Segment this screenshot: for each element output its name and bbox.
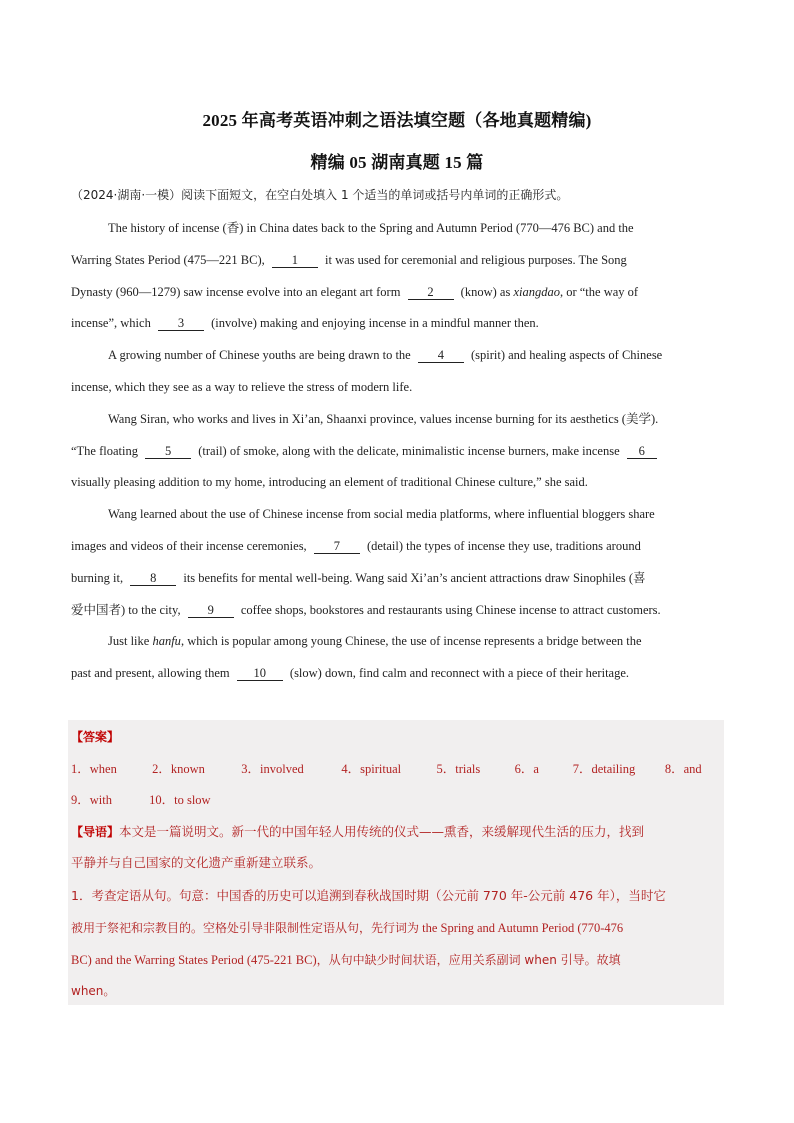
passage-line xyxy=(108,410,723,428)
passage-line xyxy=(71,378,723,396)
explanation-text: ，从句中缺少时间状语，应用关系副词 when 引导。故填 xyxy=(316,953,621,967)
passage-text: , which is popular among young Chinese, the use of incense represents a bridge between the xyxy=(180,634,642,648)
explanation-line: 1．考查定语从句。句意：中国香的历史可以追溯到春秋战国时期（公元前 770 年-公元前 476 年），当时它 xyxy=(71,888,666,903)
passage-text: it was used for ceremonial and religious purposes. The Song xyxy=(325,253,627,267)
answer-item: 7．detailing xyxy=(572,762,636,776)
blank-10[interactable]: 10 xyxy=(237,666,283,681)
blank-7[interactable]: 7 xyxy=(314,539,360,554)
passage-text: past and present, allowing them xyxy=(71,666,230,680)
passage-line xyxy=(108,219,723,237)
instruction-text: （2024·湖南·一模）阅读下面短文，在空白处填入 1 个适当的单词或括号内单词的正确形式。 xyxy=(71,188,569,202)
answer-label: 【答案】 xyxy=(71,730,120,744)
answer-item: 4．spiritual xyxy=(341,762,402,776)
blank-8[interactable]: 8 xyxy=(130,571,176,586)
guide-label: 【导语】 xyxy=(71,825,120,839)
explanation-line xyxy=(71,919,723,937)
guide-text: 平静并与自己国家的文化遗产重新建立联系。 xyxy=(71,855,322,870)
passage-text: Warring States Period (475—221 BC), xyxy=(71,253,265,267)
passage-text: 爱中国者) to the city, xyxy=(71,603,181,617)
document-title: 2025 年高考英语冲刺之语法填空题（各地真题精编) xyxy=(202,111,592,130)
blank-4[interactable]: 4 xyxy=(418,348,464,363)
passage-text: , or “the way of xyxy=(559,285,639,299)
passage-italic: xiangdao xyxy=(513,285,560,299)
answer-item: 9．with xyxy=(71,793,112,807)
passage-line xyxy=(71,251,723,269)
answer-row xyxy=(71,760,723,778)
explanation-text: 被用于祭祀和宗教目的。空格处引导非限制性定语从句，先行词为 xyxy=(71,921,420,935)
answer-item: 2．known xyxy=(152,762,205,776)
blank-9[interactable]: 9 xyxy=(188,603,234,618)
answer-label-row xyxy=(71,728,723,746)
passage-text: incense”, which xyxy=(71,316,151,330)
blank-5[interactable]: 5 xyxy=(145,444,191,459)
passage-text: (spirit) and healing aspects of Chinese xyxy=(470,348,663,362)
passage-line xyxy=(108,505,723,523)
guide-line xyxy=(71,823,723,841)
passage-italic: hanfu xyxy=(152,634,181,648)
passage-line xyxy=(108,632,723,650)
answer-item: 1．when xyxy=(71,762,117,776)
answer-item: 3．involved xyxy=(241,762,304,776)
passage-line xyxy=(71,314,723,332)
passage-text: incense, which they see as a way to relieve the stress of modern life. xyxy=(71,380,413,394)
passage-line xyxy=(108,346,723,364)
passage-text: visually pleasing addition to my home, introducing an element of traditional Chinese culture,” she said. xyxy=(71,475,588,489)
passage-line xyxy=(71,442,723,460)
passage-text: Just like xyxy=(108,634,150,648)
explanation-text: the Spring and Autumn Period (770-476 xyxy=(422,921,624,935)
explanation-line xyxy=(71,982,723,1000)
explanation-text: BC) and the Warring States Period (475-221 BC) xyxy=(71,953,317,967)
blank-6[interactable]: 6 xyxy=(627,444,657,459)
passage-text: The history of incense (香) in China dates back to the Spring and Autumn Period (770—476 BC) and the xyxy=(108,221,634,235)
passage-text: Dynasty (960—1279) saw incense evolve into an elegant art form xyxy=(71,285,401,299)
passage-text: burning it, xyxy=(71,571,124,585)
passage-line xyxy=(71,537,723,555)
answer-item: 10．to slow xyxy=(149,793,211,807)
passage-text: Wang Siran, who works and lives in Xi’an, Shaanxi province, values incense burning for its aesthetics (美学). xyxy=(108,412,659,426)
explanation-text: when。 xyxy=(71,984,116,998)
answer-item: 6．a xyxy=(514,762,539,776)
passage-text: its benefits for mental well-being. Wang said Xi’an’s ancient attractions draw Sinophiles (喜 xyxy=(183,571,646,585)
answer-item: 8．and xyxy=(664,762,702,776)
passage-line xyxy=(71,601,723,619)
passage-line xyxy=(71,473,723,491)
guide-text: 本文是一篇说明文。新一代的中国年轻人用传统的仪式——熏香，来缓解现代生活的压力，找到 xyxy=(119,824,645,839)
passage-text: (detail) the types of incense they use, traditions around xyxy=(366,539,641,553)
passage-text: (trail) of smoke, along with the delicate, minimalistic incense burners, make incense xyxy=(198,444,620,458)
blank-3[interactable]: 3 xyxy=(158,316,204,331)
passage-text: “The floating xyxy=(71,444,138,458)
passage-text: (know) as xyxy=(460,285,511,299)
passage-line xyxy=(71,283,723,301)
passage-text: Wang learned about the use of Chinese incense from social media platforms, where influential bloggers share xyxy=(108,507,655,521)
passage-text: (involve) making and enjoying incense in a mindful manner then. xyxy=(211,316,539,330)
passage-text: coffee shops, bookstores and restaurants using Chinese incense to attract customers. xyxy=(240,603,661,617)
passage-line xyxy=(71,664,723,682)
blank-1[interactable]: 1 xyxy=(272,253,318,268)
passage-text: images and videos of their incense ceremonies, xyxy=(71,539,307,553)
explanation-line xyxy=(71,951,723,969)
passage-line xyxy=(71,569,723,587)
blank-2[interactable]: 2 xyxy=(408,285,454,300)
passage-text: A growing number of Chinese youths are being drawn to the xyxy=(108,348,411,362)
passage-text: (slow) down, find calm and reconnect with a piece of their heritage. xyxy=(289,666,630,680)
answer-item: 5．trials xyxy=(436,762,481,776)
document-subtitle: 精编 05 湖南真题 15 篇 xyxy=(310,153,484,172)
answer-row xyxy=(71,791,723,809)
